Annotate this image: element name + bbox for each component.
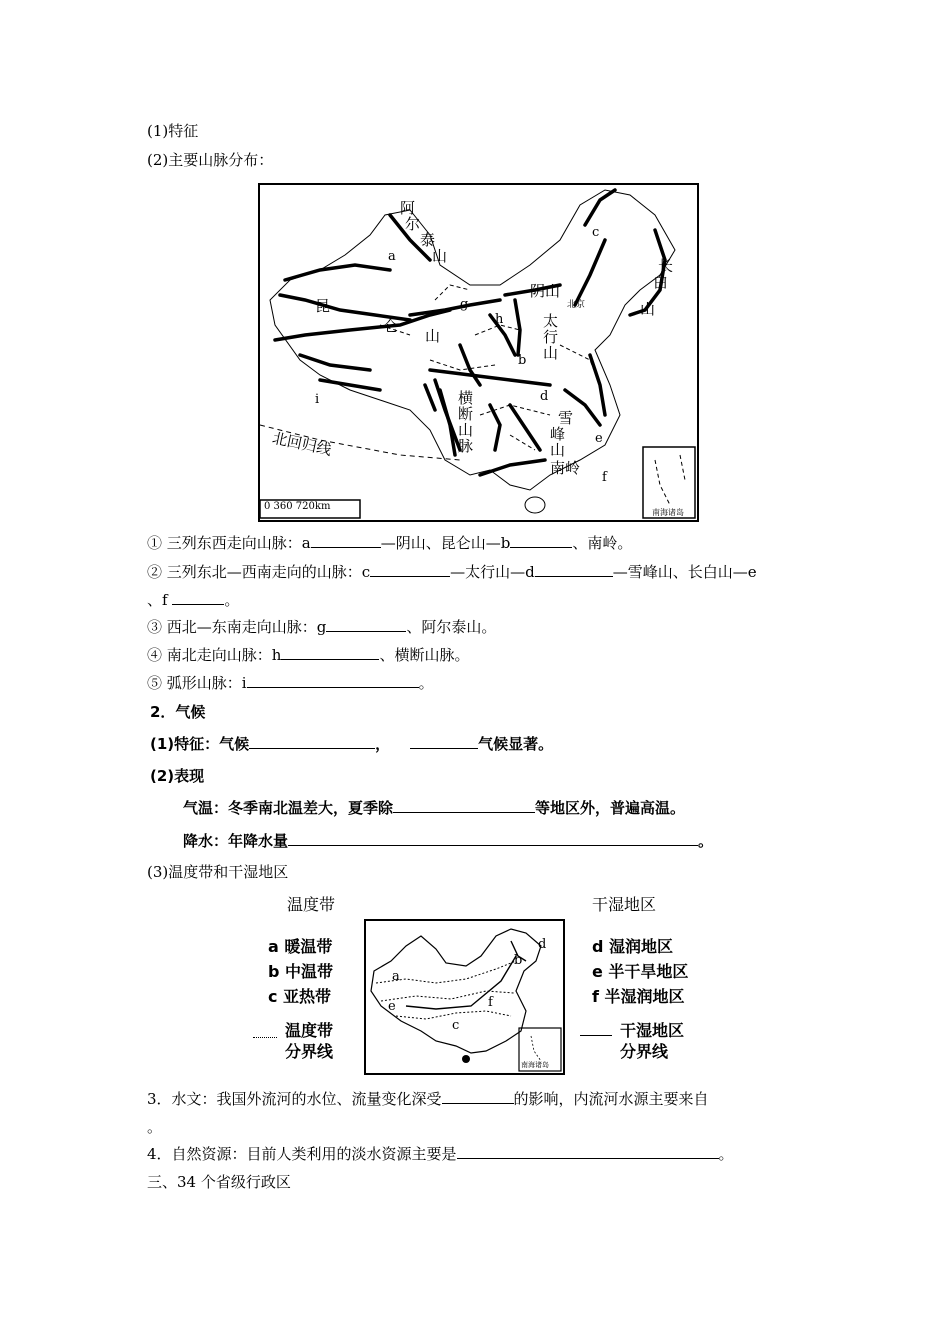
blank-precipitation[interactable]: [288, 831, 698, 846]
legend-moist-line-1: 干湿地区: [620, 1021, 685, 1040]
climate-heading: 2．气候: [150, 703, 206, 721]
question-northeast-southwest: ② 三列东北—西南走向的山脉：c —太行山—d —雪峰山、长白山—e: [147, 563, 757, 581]
label-a: a: [388, 249, 396, 264]
legend-temp-a: a 暖温带: [268, 937, 333, 956]
legend-moisture-title: 干湿地区: [592, 895, 657, 914]
mountain-map: [258, 183, 699, 522]
label-taihang-2: 行: [543, 328, 559, 346]
zone-label-c: c: [452, 1018, 460, 1033]
mountain-map-drawing: [260, 185, 697, 520]
zones-map: [364, 919, 565, 1075]
blank-d[interactable]: [535, 562, 613, 577]
heading-feature: (1)特征: [147, 122, 199, 140]
label-aertai-3: 泰: [420, 231, 436, 249]
zones-map-drawing: [366, 921, 563, 1073]
question-northwest-southeast: ③ 西北—东南走向山脉：g 、阿尔泰山。: [147, 618, 497, 636]
label-yinshan: 阴山: [530, 282, 561, 300]
moisture-boundary-swatch: [580, 1035, 612, 1036]
blank-a[interactable]: [311, 533, 381, 548]
blank-hydrology[interactable]: [442, 1089, 514, 1104]
legend-temp-b: b 中温带: [268, 962, 334, 981]
section-provinces: 三、34 个省级行政区: [147, 1173, 291, 1191]
legend-moist-d: d 湿润地区: [592, 937, 674, 956]
label-taihang-3: 山: [543, 344, 559, 362]
blank-f[interactable]: [172, 590, 224, 605]
blank-resource[interactable]: [457, 1144, 719, 1159]
blank-g[interactable]: [326, 617, 406, 632]
blank-i[interactable]: [247, 673, 419, 688]
blank-climate-2[interactable]: [410, 734, 478, 749]
legend-moist-e: e 半干旱地区: [592, 962, 689, 981]
blank-h[interactable]: [281, 645, 379, 660]
label-hengduan-2: 断: [458, 405, 474, 423]
zone-label-d: d: [538, 937, 547, 952]
question-east-west: ① 三列东西走向山脉：a —阴山、昆仑山—b 、南岭。: [147, 534, 633, 552]
climate-temperature: 气温：冬季南北温差大，夏季除 等地区外，普遍高温。: [183, 799, 686, 817]
label-beijing: 北京: [567, 300, 586, 310]
label-changbai-3: 山: [640, 300, 656, 318]
hydrology-question-end: 。: [147, 1118, 163, 1136]
label-hengduan-1: 横: [458, 389, 474, 407]
label-e: e: [595, 431, 603, 446]
blank-temperature[interactable]: [393, 798, 535, 813]
label-g: g: [460, 297, 469, 312]
zone-label-f: f: [488, 995, 493, 1010]
label-changbai-1: 长: [658, 257, 674, 275]
label-shan: 山: [425, 327, 441, 345]
label-tropic: 北回归线: [270, 428, 334, 460]
question-north-south: ④ 南北走向山脉：h 、横断山脉。: [147, 646, 470, 664]
legend-moist-f: f 半湿润地区: [592, 987, 685, 1006]
label-f: f: [602, 470, 607, 485]
zone-label-b: b: [514, 953, 523, 968]
label-kun: 昆: [315, 297, 331, 315]
label-xuefeng-3: 山: [550, 441, 566, 459]
label-aertai-2: 尔: [405, 215, 421, 233]
legend-moist-line-2: 分界线: [620, 1042, 669, 1061]
climate-feature: (1)特征：气候 ， 气候显著。: [150, 735, 554, 753]
climate-precipitation: 降水：年降水量 。: [183, 832, 714, 850]
label-scale: 0 360 720km: [264, 501, 331, 512]
heading-zones: (3)温度带和干湿地区: [147, 863, 289, 881]
heading-mountains: (2)主要山脉分布：: [147, 151, 274, 169]
legend-temperature-title: 温度带: [287, 895, 336, 914]
temperature-boundary-swatch: [253, 1037, 277, 1038]
label-xuefeng-2: 峰: [550, 425, 566, 443]
label-i: i: [315, 392, 320, 407]
label-aertai-4: 山: [432, 247, 448, 265]
climate-performance: (2)表现: [150, 767, 205, 785]
hydrology-question: 3．水文：我国外流河的水位、流量变化深受 的影响，内流河水源主要来自: [147, 1090, 709, 1108]
label-inset-southsea: 南海诸岛: [652, 508, 684, 517]
question-arc: ⑤ 弧形山脉：i 。: [147, 674, 434, 692]
label-c: c: [592, 225, 600, 240]
label-changbai-2: 白: [653, 273, 669, 291]
legend-temp-c: c 亚热带: [268, 987, 332, 1006]
blank-climate-1[interactable]: [249, 734, 375, 749]
label-nanling: 南岭: [550, 459, 581, 477]
resource-question: 4．自然资源：目前人类利用的淡水资源主要是 。: [147, 1145, 734, 1163]
label-taihang-1: 太: [543, 312, 559, 330]
zone-label-e: e: [388, 999, 396, 1014]
question-northeast-southwest-cont: 、f 。: [147, 591, 240, 609]
label-h: h: [495, 312, 504, 327]
label-xuefeng-1: 雪: [558, 409, 574, 427]
legend-temp-line-1: 温度带: [285, 1021, 334, 1040]
label-d: d: [540, 389, 549, 404]
blank-b[interactable]: [510, 533, 572, 548]
blank-c[interactable]: [370, 562, 450, 577]
label-aertai-1: 阿: [400, 199, 416, 217]
label-lun: 仑: [383, 317, 399, 335]
zone-inset-southsea: 南海诸岛: [521, 1061, 549, 1069]
label-hengduan-4: 脉: [458, 437, 474, 455]
zone-label-a: a: [392, 969, 400, 984]
label-b: b: [518, 353, 527, 368]
legend-temp-line-2: 分界线: [285, 1042, 334, 1061]
label-hengduan-3: 山: [458, 421, 474, 439]
